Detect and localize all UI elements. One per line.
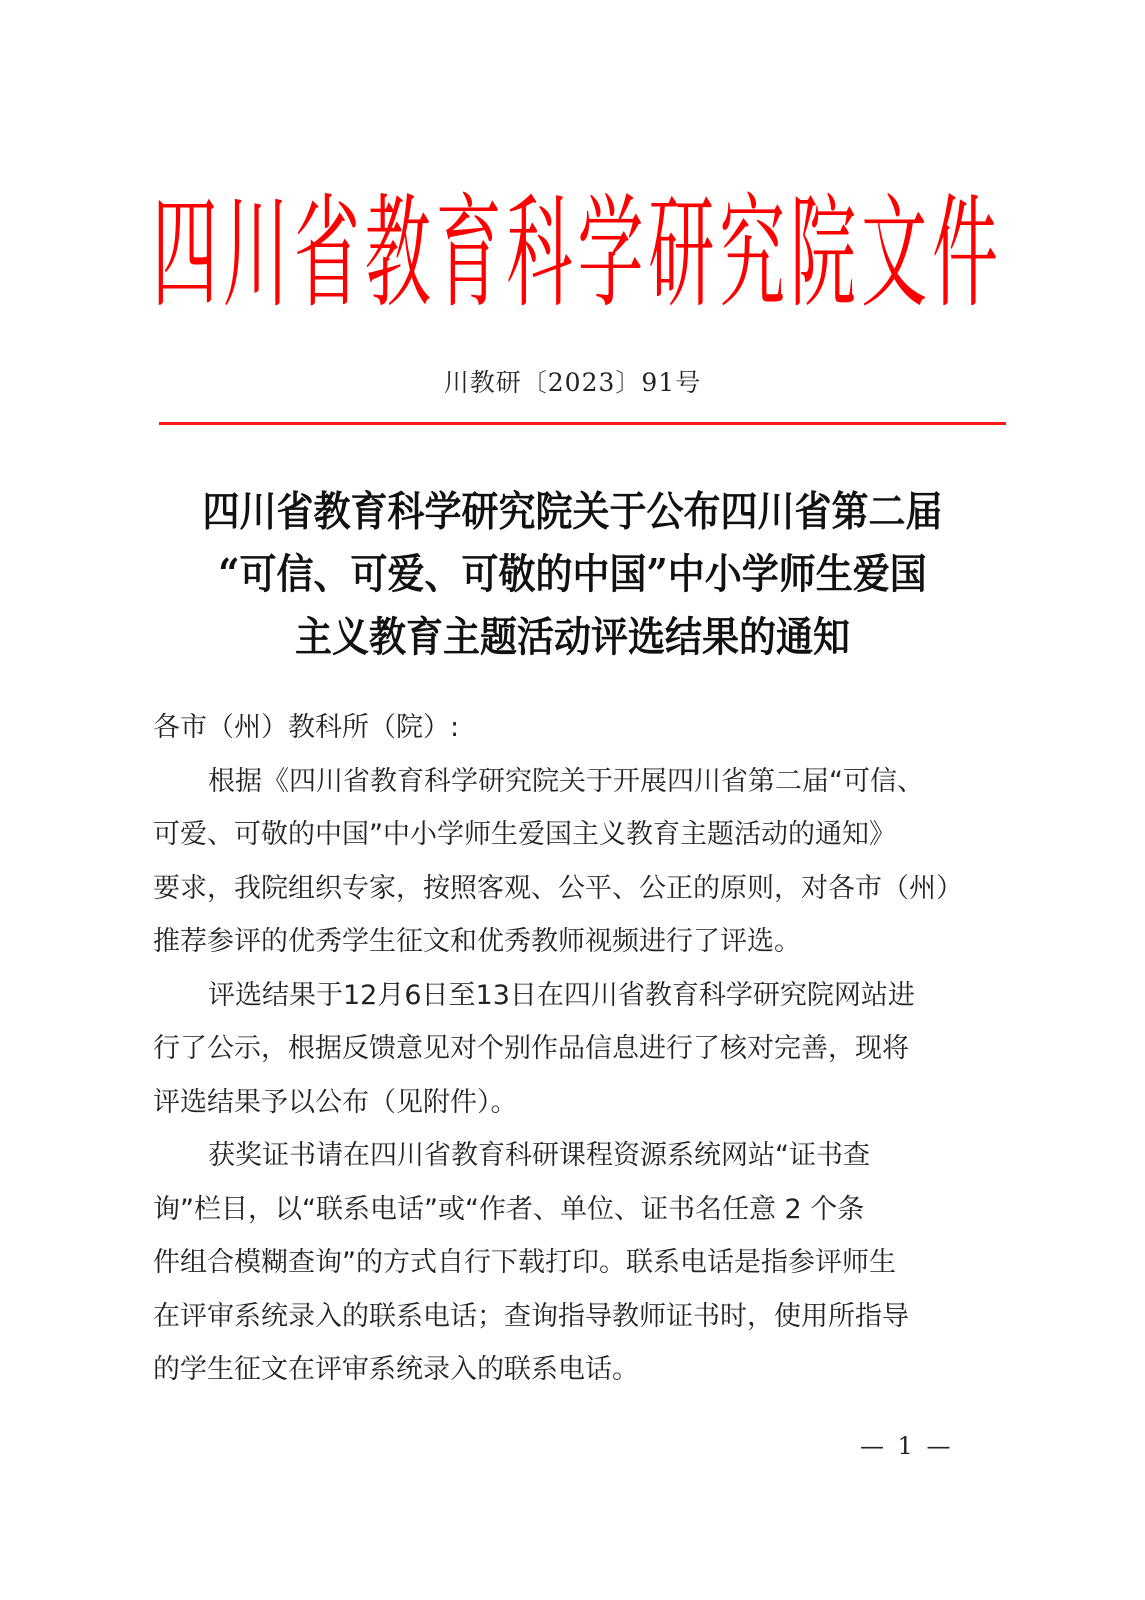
paragraph-line: 在评审系统录入的联系电话；查询指导教师证书时，使用所指导 [153, 1300, 909, 1332]
masthead-char: 究 [719, 182, 786, 326]
paragraph-line: 推荐参评的优秀学生征文和优秀教师视频进行了评选。 [153, 926, 801, 957]
paragraph-line: 件组合模糊查询”的方式自行下载打印。联系电话是指参评师生 [153, 1247, 896, 1278]
document-number: 川教研〔2023〕91号 [443, 368, 702, 397]
title-line: 四川省教育科学研究院关于公布四川省第二届 [202, 486, 943, 536]
masthead-char: 省 [293, 182, 360, 326]
masthead-char: 研 [648, 182, 715, 326]
masthead-char: 学 [577, 182, 644, 326]
red-divider-line [159, 422, 1006, 425]
masthead-char: 科 [506, 182, 573, 326]
paragraph-line: 的学生征文在评审系统录入的联系电话。 [153, 1354, 639, 1385]
notice-title [140, 480, 1005, 669]
masthead-title [150, 180, 1000, 330]
paragraph-basis [153, 755, 998, 969]
masthead-char: 四 [152, 182, 218, 326]
paragraph-line: 获奖证书请在四川省教育科研课程资源系统网站“证书查 [208, 1140, 870, 1171]
paragraph-line: 询”栏目，以“联系电话”或“作者、单位、证书名任意 2 个条 [153, 1193, 865, 1225]
paragraph-line: 可爱、可敬的中国”中小学师生爱国主义教育主题活动的通知》 [153, 819, 896, 850]
paragraph-line: 评选结果于12月6日至13日在四川省教育科学研究院网站进 [208, 979, 915, 1011]
title-line: 主义教育主题活动评选结果的通知 [295, 612, 850, 662]
paragraph-publicity [153, 969, 998, 1130]
paragraph-line: 行了公示，根据反馈意见对个别作品信息进行了核对完善，现将 [153, 1033, 909, 1064]
title-line: “可信、可爱、可敬的中国”中小学师生爱国 [218, 549, 927, 599]
paragraph-line: 要求，我院组织专家，按照客观、公平、公正的原则，对各市（州） [153, 872, 963, 904]
salutation-text: 各市（州）教科所（院）: [153, 712, 460, 743]
masthead-char: 育 [435, 182, 502, 326]
masthead-char: 院 [790, 182, 857, 326]
paragraph-line: 评选结果予以公布（见附件）。 [153, 1086, 518, 1118]
notice-body [153, 701, 998, 1397]
paragraph-line: 根据《四川省教育科学研究院关于开展四川省第二届“可信、 [208, 765, 924, 797]
masthead-char: 文 [861, 182, 928, 326]
masthead-char: 教 [364, 182, 431, 326]
masthead-char: 川 [222, 182, 289, 326]
masthead-char: 件 [931, 182, 998, 326]
page-number: — 1 — [860, 1432, 954, 1460]
salutation [153, 701, 998, 755]
paragraph-certificates [153, 1129, 998, 1397]
